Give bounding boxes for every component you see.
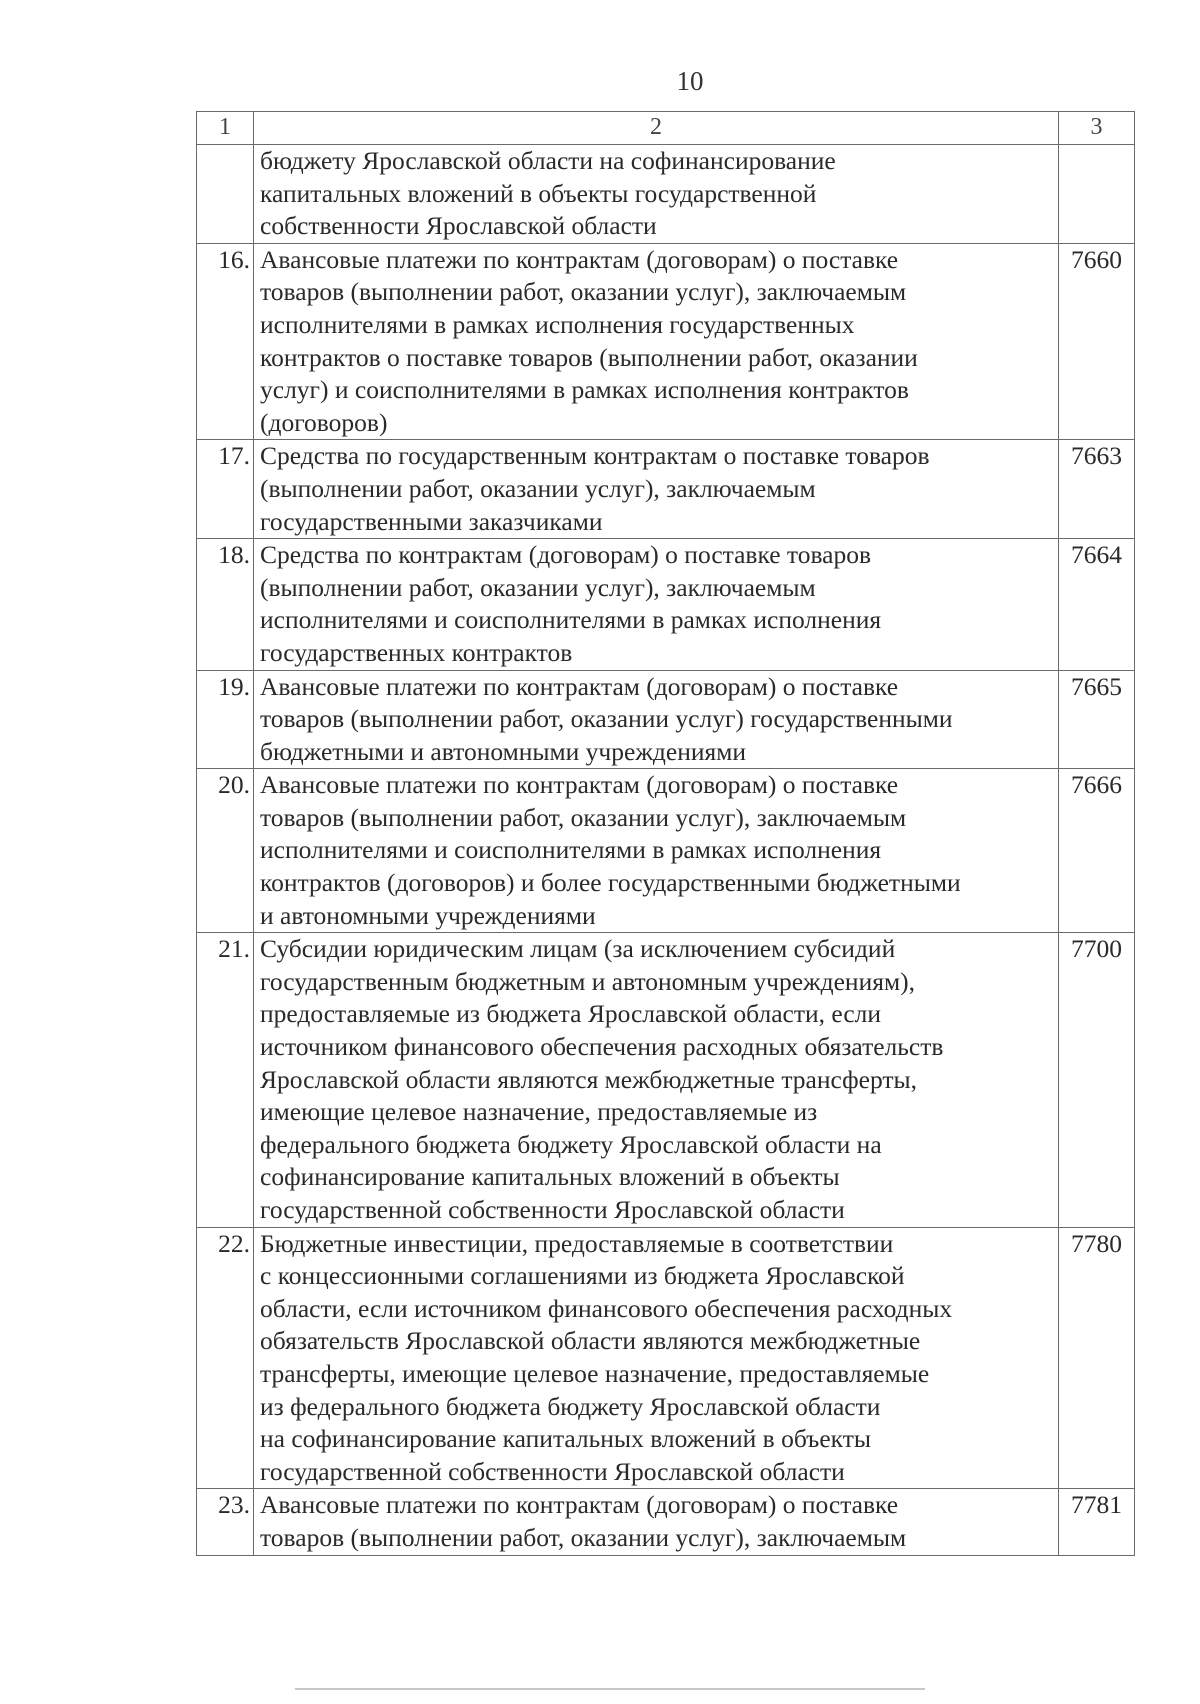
table-row (197, 145, 1135, 244)
description-line: (выполнении работ, оказании услуг), заключаемым (260, 572, 816, 602)
row-description (254, 440, 1059, 539)
budget-codes-table (196, 111, 1135, 1556)
description-line: контрактов о поставке товаров (выполнении работ, оказании (260, 342, 918, 372)
description-line: государственными заказчиками (260, 506, 603, 536)
row-code: 7660 (1059, 243, 1135, 440)
row-description (254, 145, 1059, 244)
description-line: с концессионными соглашениями из бюджета Ярославской (260, 1261, 905, 1291)
row-description (254, 243, 1059, 440)
bottom-rule (295, 1688, 925, 1690)
table-row (197, 243, 1135, 440)
table-row (197, 539, 1135, 670)
table-row (197, 670, 1135, 769)
description-line: исполнителями и соисполнителями в рамках исполнения (260, 605, 882, 635)
description-line: Авансовые платежи по контрактам (договорам) о поставке (260, 671, 899, 701)
description-line: исполнителями в рамках исполнения государственных (260, 309, 855, 339)
description-line: из федерального бюджета бюджету Ярославской области (260, 1391, 881, 1421)
description-line: Бюджетные инвестиции, предоставляемые в соответствии (260, 1228, 894, 1258)
description-line: предоставляемые из бюджета Ярославской области, если (260, 999, 882, 1029)
description-line: товаров (выполнении работ, оказании услуг) государственными (260, 704, 953, 734)
row-description (254, 539, 1059, 670)
row-number (197, 145, 254, 244)
row-number: 22. (197, 1227, 254, 1489)
row-description (254, 1227, 1059, 1489)
row-code: 7780 (1059, 1227, 1135, 1489)
row-description (254, 933, 1059, 1227)
description-line: товаров (выполнении работ, оказании услуг), заключаемым (260, 802, 907, 832)
row-description (254, 670, 1059, 769)
description-line: Ярославской области являются межбюджетные трансферты, (260, 1064, 918, 1094)
description-line: источником финансового обеспечения расходных обязательств (260, 1032, 944, 1062)
row-description (254, 769, 1059, 933)
row-number: 20. (197, 769, 254, 933)
description-line: товаров (выполнении работ, оказании услуг), заключаемым (260, 277, 907, 307)
row-code: 7781 (1059, 1489, 1135, 1555)
description-line: исполнителями и соисполнителями в рамках исполнения (260, 835, 882, 865)
table-row (197, 769, 1135, 933)
row-number: 17. (197, 440, 254, 539)
row-code: 7665 (1059, 670, 1135, 769)
row-code: 7700 (1059, 933, 1135, 1227)
description-line: Авансовые платежи по контрактам (договорам) о поставке (260, 244, 899, 274)
row-number: 23. (197, 1489, 254, 1555)
table-row (197, 933, 1135, 1227)
description-line: федерального бюджета бюджету Ярославской области на (260, 1129, 882, 1159)
table-row (197, 1489, 1135, 1555)
row-number: 19. (197, 670, 254, 769)
description-line: на софинансирование капитальных вложений в объекты (260, 1424, 871, 1454)
header-col-3: 3 (1059, 112, 1135, 145)
description-line: Субсидии юридическим лицам (за исключением субсидий (260, 934, 896, 964)
description-line: бюджету Ярославской области на софинансирование (260, 146, 836, 175)
description-line: государственной собственности Ярославской области (260, 1456, 845, 1486)
table-row (197, 440, 1135, 539)
description-line: бюджетными и автономными учреждениями (260, 736, 747, 766)
description-line: капитальных вложений в объекты государственной (260, 178, 817, 208)
description-line: государственных контрактов (260, 637, 573, 667)
row-code: 7666 (1059, 769, 1135, 933)
table-header-row (197, 112, 1135, 145)
row-code: 7663 (1059, 440, 1135, 539)
description-line: услуг) и соисполнителями в рамках исполнения контрактов (260, 375, 909, 405)
description-line: Авансовые платежи по контрактам (договорам) о поставке (260, 1490, 899, 1520)
description-line: (договоров) (260, 407, 388, 437)
description-line: собственности Ярославской области (260, 211, 657, 241)
row-number: 18. (197, 539, 254, 670)
row-number: 21. (197, 933, 254, 1227)
row-number: 16. (197, 243, 254, 440)
row-code: 7664 (1059, 539, 1135, 670)
header-col-1: 1 (197, 112, 254, 145)
description-line: Авансовые платежи по контрактам (договорам) о поставке (260, 770, 899, 800)
description-line: софинансирование капитальных вложений в объекты (260, 1162, 840, 1192)
description-line: государственной собственности Ярославской области (260, 1195, 845, 1224)
header-col-2: 2 (254, 112, 1059, 145)
description-line: и автономными учреждениями (260, 900, 596, 930)
description-line: имеющие целевое назначение, предоставляемые из (260, 1097, 818, 1127)
description-line: контрактов (договоров) и более государственными бюджетными (260, 868, 961, 898)
description-line: (выполнении работ, оказании услуг), заключаемым (260, 473, 816, 503)
table-row (197, 1227, 1135, 1489)
row-code (1059, 145, 1135, 244)
description-line: Средства по контрактам (договорам) о поставке товаров (260, 540, 872, 570)
page-number: 10 (676, 66, 704, 96)
description-line: Средства по государственным контрактам о поставке товаров (260, 441, 930, 471)
description-line: товаров (выполнении работ, оказании услуг), заключаемым (260, 1522, 907, 1552)
row-description (254, 1489, 1059, 1555)
description-line: обязательств Ярославской области являются межбюджетные (260, 1326, 921, 1356)
description-line: государственным бюджетным и автономным учреждениям), (260, 966, 915, 996)
description-line: трансферты, имеющие целевое назначение, предоставляемые (260, 1358, 930, 1388)
description-line: области, если источником финансового обеспечения расходных (260, 1293, 953, 1323)
